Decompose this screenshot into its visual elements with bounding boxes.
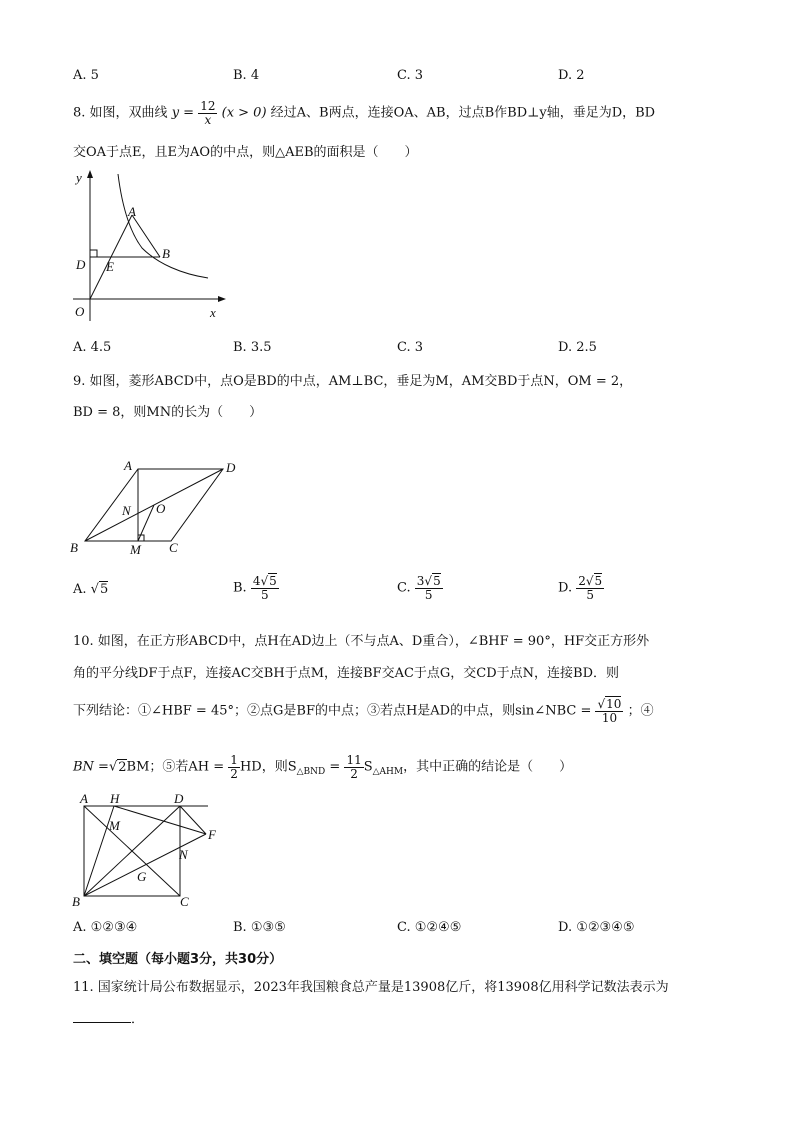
q9-label-d: D — [226, 460, 236, 475]
q10-label-d: D — [174, 791, 184, 806]
q8-label-d: D — [76, 257, 86, 272]
q8-label-b: B — [162, 246, 170, 261]
q8-option-d[interactable]: D. 2.5 — [558, 340, 597, 355]
q8-hyperbola — [118, 174, 208, 278]
q7-option-a[interactable]: A. 5 — [73, 68, 99, 83]
q8-number: 8. 如图，双曲线 — [73, 105, 168, 121]
q9-option-a[interactable]: A. √5 — [73, 582, 109, 597]
q8-label-y: y — [76, 170, 82, 185]
q11-answer-line[interactable]: ． — [73, 1008, 144, 1027]
q8-label-o: O — [75, 304, 85, 319]
q8-condition: (x > 0) — [221, 105, 267, 121]
q8-question-line1 — [73, 100, 655, 126]
q10-option-a[interactable]: A. ①②③④ — [73, 920, 138, 935]
q10-label-f: F — [208, 827, 216, 842]
q9-label-n: N — [122, 503, 131, 518]
q7-option-d[interactable]: D. 2 — [558, 68, 585, 83]
q9-option-d[interactable]: D. $\frac{2√5}{5}$ — [558, 574, 603, 602]
q8-option-c[interactable]: C. 3 — [397, 340, 424, 355]
q8-segment-ab — [132, 215, 160, 257]
q9-question-line2: BD = 8，则MN的长为（ ） — [73, 405, 263, 420]
q9-option-c[interactable]: C. $\frac{3√5}{5}$ — [397, 574, 441, 602]
q8-y-arrow — [87, 170, 93, 178]
q9-figure — [68, 455, 248, 558]
section-heading: 二、填空题（每小题3分，共30分） — [73, 952, 283, 967]
q8-label-e: E — [106, 259, 114, 274]
q9-segment-om — [138, 505, 154, 541]
q8-question-line2: 交OA于点E，且E为AO的中点，则△AEB的面积是（ ） — [73, 145, 418, 160]
q10-label-m: M — [109, 818, 120, 833]
q9-label-b: B — [70, 540, 78, 555]
q10-label-n: N — [179, 847, 188, 862]
q8-fraction: $\frac{12}{x}$ — [200, 99, 216, 127]
q8-right-angle — [90, 250, 97, 257]
q10-label-c: C — [180, 894, 189, 909]
q10-question-line2: 角的平分线DF于点F，连接AC交BH于点M，连接BF交AC于点G，交CD于点N，连接BD．则 — [73, 666, 620, 681]
q8-line1-rest: 经过A、B两点，连接OA、AB，过点B作BD⊥y轴，垂足为D，BD — [270, 105, 656, 121]
q8-label-a: A — [128, 204, 136, 219]
q8-x-arrow — [218, 296, 226, 302]
q10-question-line4: BN =√2BM；⑤若AH = $\frac{1}{2}$ HD，则$S_{\triangle BND}$ = $\frac{11}{2}$ $S_{\triangle AHM}$，其中正确的结论是（ ） — [73, 753, 573, 781]
q9-label-a: A — [124, 458, 132, 473]
q7-option-c[interactable]: C. 3 — [397, 68, 424, 83]
q10-segment-bf — [84, 834, 206, 896]
q8-option-b[interactable]: B. 3.5 — [233, 340, 272, 355]
q9-label-o: O — [156, 501, 166, 516]
q10-figure — [70, 790, 230, 912]
q8-function: y = — [171, 105, 195, 121]
q10-option-c[interactable]: C. ①②④⑤ — [397, 920, 462, 935]
q10-label-b: B — [72, 894, 80, 909]
q11-question-line1: 11. 国家统计局公布数据显示，2023年我国粮食总产量是13908亿斤，将13908亿用科学记数法表示为 — [73, 980, 669, 995]
q9-label-c: C — [169, 540, 178, 555]
q10-option-b[interactable]: B. ①③⑤ — [233, 920, 286, 935]
q10-question-line1: 10. 如图，在正方形ABCD中，点H在AD边上（不与点A、D重合），∠BHF = 90°，HF交正方形外 — [73, 634, 650, 649]
q11-answer-blank[interactable] — [73, 1010, 131, 1023]
q10-label-a: A — [80, 791, 88, 806]
q9-option-b[interactable]: B. $\frac{4√5}{5}$ — [233, 574, 277, 602]
q7-option-b[interactable]: B. 4 — [233, 68, 260, 83]
q9-label-m: M — [130, 542, 141, 557]
q8-option-a[interactable]: A. 4.5 — [73, 340, 112, 355]
q10-label-g: G — [137, 869, 147, 884]
q8-figure — [70, 166, 230, 324]
q10-label-h: H — [110, 791, 120, 806]
q10-question-line3: 下列结论：①∠HBF = 45°；②点G是BF的中点；③若点H是AD的中点，则sin∠NBC = $\frac{√10}{10}$ ；④ — [73, 697, 654, 725]
q9-question-line1: 9. 如图，菱形ABCD中，点O是BD的中点，AM⊥BC，垂足为M，AM交BD于点N，OM = 2， — [73, 374, 633, 389]
q10-option-d[interactable]: D. ①②③④⑤ — [558, 920, 635, 935]
q8-label-x: x — [210, 305, 216, 320]
q10-segment-hf — [114, 806, 206, 834]
